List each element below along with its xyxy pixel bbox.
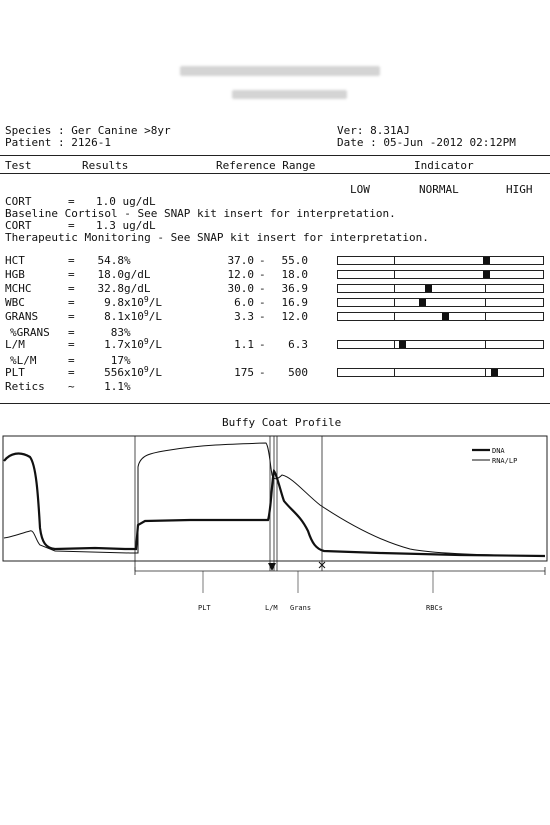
reference-dash: - [259,338,266,351]
dna-series-line [4,454,545,556]
reference-dash: - [259,254,266,267]
result-eq: = [68,326,75,339]
result-value: 17 [110,354,124,367]
indicator-high-boundary [485,313,486,320]
result-name: %GRANS [10,326,50,339]
redacted-clinic-address [232,90,347,99]
result-value: 83 [110,326,124,339]
result-unit-base: x10 [124,366,144,379]
indicator-marker [419,299,426,306]
indicator-high-boundary [485,341,486,348]
result-name: HGB [5,268,25,281]
indicator-marker [399,341,406,348]
indicator-marker [425,285,432,292]
date-value: 05-Jun -2012 02:12PM [383,136,516,149]
cort-note-0: Baseline Cortisol - See SNAP kit insert for interpretation. [5,207,396,220]
result-value: 556 [104,366,124,379]
cort-value-0: 1.0 ug/dL [96,195,156,208]
section-rule [0,403,550,404]
result-name: WBC [5,296,25,309]
cort-note-1: Therapeutic Monitoring - See SNAP kit insert for interpretation. [5,231,429,244]
result-eq: = [68,268,75,281]
result-name: HCT [5,254,25,267]
result-eq: = [68,366,75,379]
result-eq: = [68,310,75,323]
indicator-high-boundary [485,285,486,292]
version-value: 8.31AJ [370,124,410,137]
reference-low: 175 [234,366,254,379]
patient-value: 2126-1 [71,136,111,149]
indicator-bar [337,270,544,279]
result-unit-base: x10 [124,338,144,351]
reference-low: 12.0 [227,268,254,281]
indicator-bar [337,368,544,377]
result-value: 9.8 [104,296,124,309]
result-unit-base: x10 [124,310,144,323]
col-indicator: Indicator [414,159,474,172]
cort-value-1: 1.3 ug/dL [96,219,156,232]
col-results: Results [82,159,129,172]
result-name: MCHC [5,282,32,295]
result-name: Retics [5,380,45,393]
species-label: Species [5,124,52,137]
chart-title: Buffy Coat Profile [222,416,342,429]
result-unit-exponent: 9 [143,295,149,304]
result-unit-base: % [124,254,131,267]
version-label: Ver: [337,124,364,137]
reference-high: 500 [288,366,308,379]
indicator-marker [491,369,498,376]
reference-high: 16.9 [281,296,308,309]
result-unit-suffix: /L [148,366,162,379]
date-line: Date : 05-Jun -2012 02:12PM [337,136,516,149]
indicator-marker [442,313,449,320]
cort-name-0: CORT [5,195,32,208]
result-unit-base: g/dL [124,282,151,295]
reference-low: 6.0 [234,296,254,309]
result-name: %L/M [10,354,37,367]
reference-low: 1.1 [234,338,254,351]
result-value: 18.0 [97,268,124,281]
rna-series-line [4,443,545,556]
indicator-bar [337,312,544,321]
indicator-low-boundary [394,285,395,292]
reference-dash: - [259,282,266,295]
reference-high: 12.0 [281,310,308,323]
result-unit-exponent: 9 [143,309,149,318]
result-unit [124,381,131,393]
region-label-plt: PLT [198,604,211,612]
indicator-normal-label: NORMAL [419,183,459,196]
indicator-bar [337,298,544,307]
region-label-grans: Grans [290,604,312,612]
result-value: 1.1 [104,380,124,393]
reference-high: 55.0 [281,254,308,267]
indicator-high-label: HIGH [506,183,533,196]
indicator-bar [337,256,544,265]
result-value: 32.8 [97,282,124,295]
patient-line: Patient : 2126-1 [5,136,111,149]
region-marker-lm [268,563,276,571]
cort-eq-0: = [68,195,75,208]
indicator-low-boundary [394,271,395,278]
result-eq: = [68,338,75,351]
reference-dash: - [259,296,266,309]
result-unit-base: g/dL [124,268,151,281]
buffy-coat-chart [0,433,550,633]
result-name: GRANS [5,310,39,323]
region-label-rbcs: RBCs [426,604,443,612]
indicator-low-label: LOW [350,183,370,196]
indicator-high-boundary [485,299,486,306]
header-rule-bottom [0,173,550,174]
patient-label: Patient [5,136,52,149]
result-unit-suffix: /L [148,310,162,323]
result-unit-base: x10 [124,296,144,309]
indicator-bar [337,340,544,349]
legend-dna-label: DNA [492,447,505,455]
cort-name-1: CORT [5,219,32,232]
col-reference: Reference Range [216,159,316,172]
result-unit [124,339,162,351]
result-unit-base: % [124,380,131,393]
reference-high: 18.0 [281,268,308,281]
reference-low: 30.0 [227,282,254,295]
result-unit-exponent: 9 [143,337,149,346]
result-unit [124,297,162,309]
species-value: Ger Canine >8yr [71,124,171,137]
indicator-low-boundary [394,257,395,264]
date-label: Date [337,136,364,149]
reference-high: 6.3 [288,338,308,351]
cort-eq-1: = [68,219,75,232]
indicator-bar [337,284,544,293]
redacted-clinic-name [180,66,380,76]
result-name: PLT [5,366,25,379]
result-unit-suffix: /L [148,338,162,351]
indicator-low-boundary [394,299,395,306]
indicator-high-boundary [485,369,486,376]
result-unit-base: % [124,326,131,339]
reference-dash: - [259,268,266,281]
indicator-marker [483,257,490,264]
region-label-lm: L/M [265,604,278,612]
result-value: 1.7 [104,338,124,351]
result-eq: = [68,282,75,295]
result-unit-suffix: /L [148,296,162,309]
result-value: 54.8 [97,254,124,267]
reference-dash: - [259,310,266,323]
chart-frame [3,436,547,561]
reference-low: 37.0 [227,254,254,267]
reference-high: 36.9 [281,282,308,295]
result-value: 8.1 [104,310,124,323]
species-line: Species : Ger Canine >8yr [5,124,171,137]
indicator-marker [483,271,490,278]
result-unit [124,269,151,281]
result-unit [124,255,131,267]
result-eq: = [68,354,75,367]
result-unit [124,311,162,323]
result-unit [124,367,162,379]
reference-low: 3.3 [234,310,254,323]
reference-dash: - [259,366,266,379]
result-eq: ~ [68,380,75,393]
indicator-low-boundary [394,369,395,376]
result-eq: = [68,296,75,309]
header-rule-top [0,155,550,156]
result-unit-base: % [124,354,131,367]
legend-rna-label: RNA/LP [492,457,518,465]
indicator-low-boundary [394,341,395,348]
result-name: L/M [5,338,25,351]
result-unit-exponent: 9 [143,365,149,374]
indicator-low-boundary [394,313,395,320]
result-eq: = [68,254,75,267]
col-test: Test [5,159,32,172]
result-unit [124,283,151,295]
